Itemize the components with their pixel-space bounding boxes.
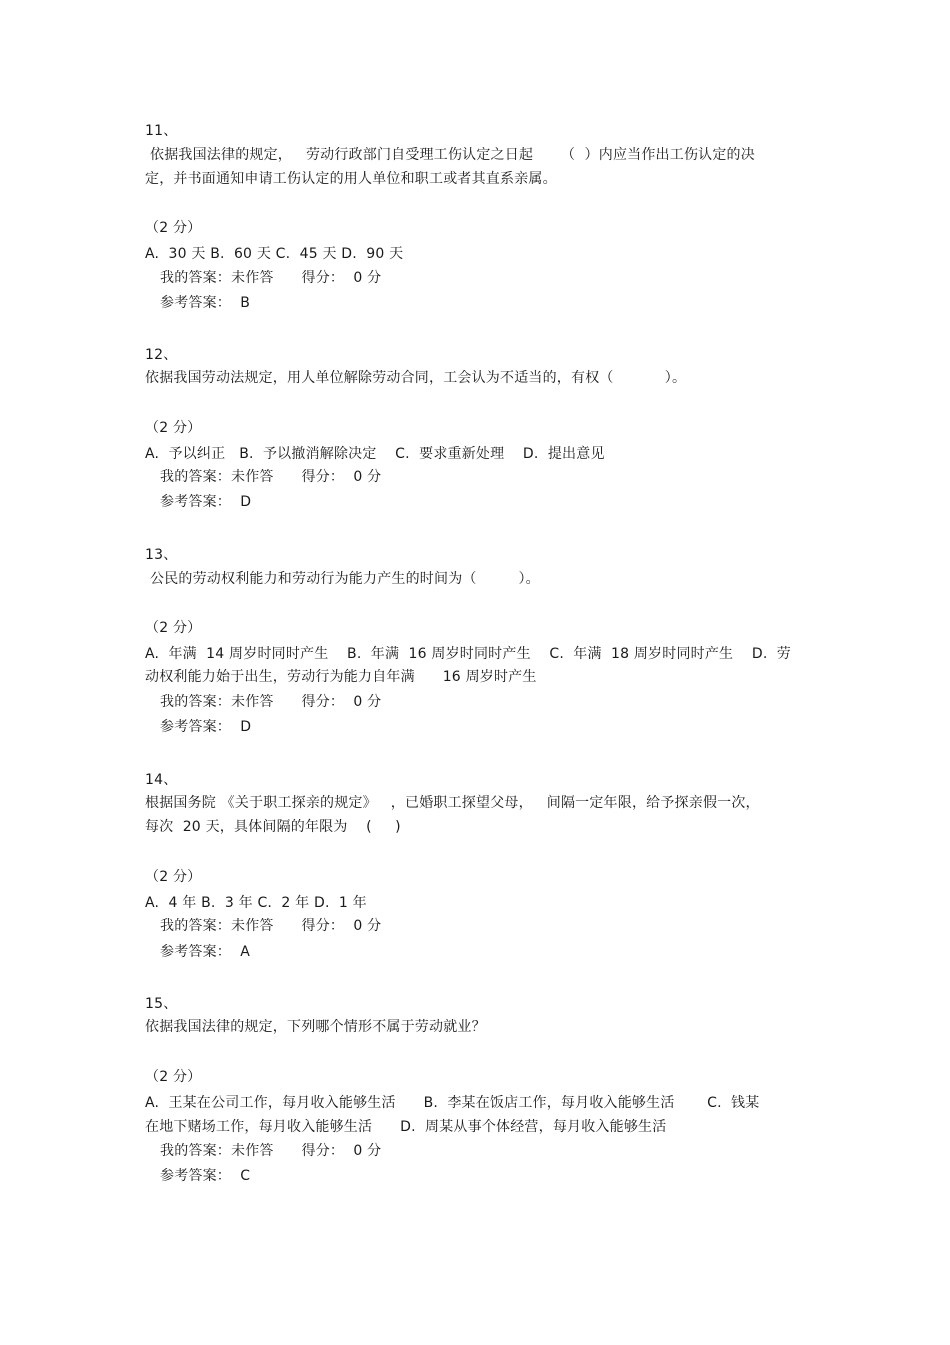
question-options: A. 王某在公司工作，每月收入能够生活 B. 李某在饭店工作，每月收入能够生活 C. 钱某 [145,1095,760,1111]
reference-answer: 参考答案： D [160,719,252,735]
question-options: 动权利能力始于出生，劳动行为能力自年满 16 周岁时产生 [145,669,537,685]
question-number: 13、 [145,547,178,563]
question-options: A. 年满 14 周岁时同时产生 B. 年满 16 周岁时同时产生 C. 年满 18 周岁时同时产生 D. 劳 [145,646,791,662]
question-points: （2 分） [145,869,202,885]
question-text: 依据我国劳动法规定，用人单位解除劳动合同，工会认为不适当的，有权（ ）。 [145,370,687,386]
reference-answer: 参考答案： A [160,944,251,960]
question-text: 依据我国法律的规定，下列哪个情形不属于劳动就业？ [145,1019,486,1035]
question-number: 14、 [145,772,178,788]
question-points: （2 分） [145,620,202,636]
question-options: A. 30 天 B. 60 天 C. 45 天 D. 90 天 [145,246,404,262]
my-answer: 我的答案：未作答 得分： 0 分 [160,918,382,934]
question-options: 在地下赌场工作，每月收入能够生活 D. 周某从事个体经营，每月收入能够生活 [145,1119,667,1135]
reference-answer: 参考答案： C [160,1168,251,1184]
question-text: 每次 20 天，具体间隔的年限为 ( ) [145,819,401,835]
question-number: 15、 [145,996,178,1012]
question-options: A. 予以纠正 B. 予以撤消解除决定 C. 要求重新处理 D. 提出意见 [145,446,605,462]
my-answer: 我的答案：未作答 得分： 0 分 [160,270,382,286]
question-number: 12、 [145,347,178,363]
my-answer: 我的答案：未作答 得分： 0 分 [160,694,382,710]
question-points: （2 分） [145,1069,202,1085]
reference-answer: 参考答案： D [160,494,252,510]
question-options: A. 4 年 B. 3 年 C. 2 年 D. 1 年 [145,895,367,911]
question-text: 定，并书面通知申请工伤认定的用人单位和职工或者其直系亲属。 [145,171,557,187]
question-text: 依据我国法律的规定， 劳动行政部门自受理工伤认定之日起 （ ）内应当作出工伤认定的决 [150,147,755,163]
question-points: （2 分） [145,220,202,236]
question-points: （2 分） [145,420,202,436]
question-number: 11、 [145,123,178,139]
question-text: 公民的劳动权利能力和劳动行为能力产生的时间为（ ）。 [150,571,540,587]
my-answer: 我的答案：未作答 得分： 0 分 [160,1143,382,1159]
reference-answer: 参考答案： B [160,295,251,311]
question-text: 根据国务院 《关于职工探亲的规定》 ，已婚职工探望父母， 间隔一定年限，给予探亲假一次， [145,795,760,811]
my-answer: 我的答案：未作答 得分： 0 分 [160,469,382,485]
